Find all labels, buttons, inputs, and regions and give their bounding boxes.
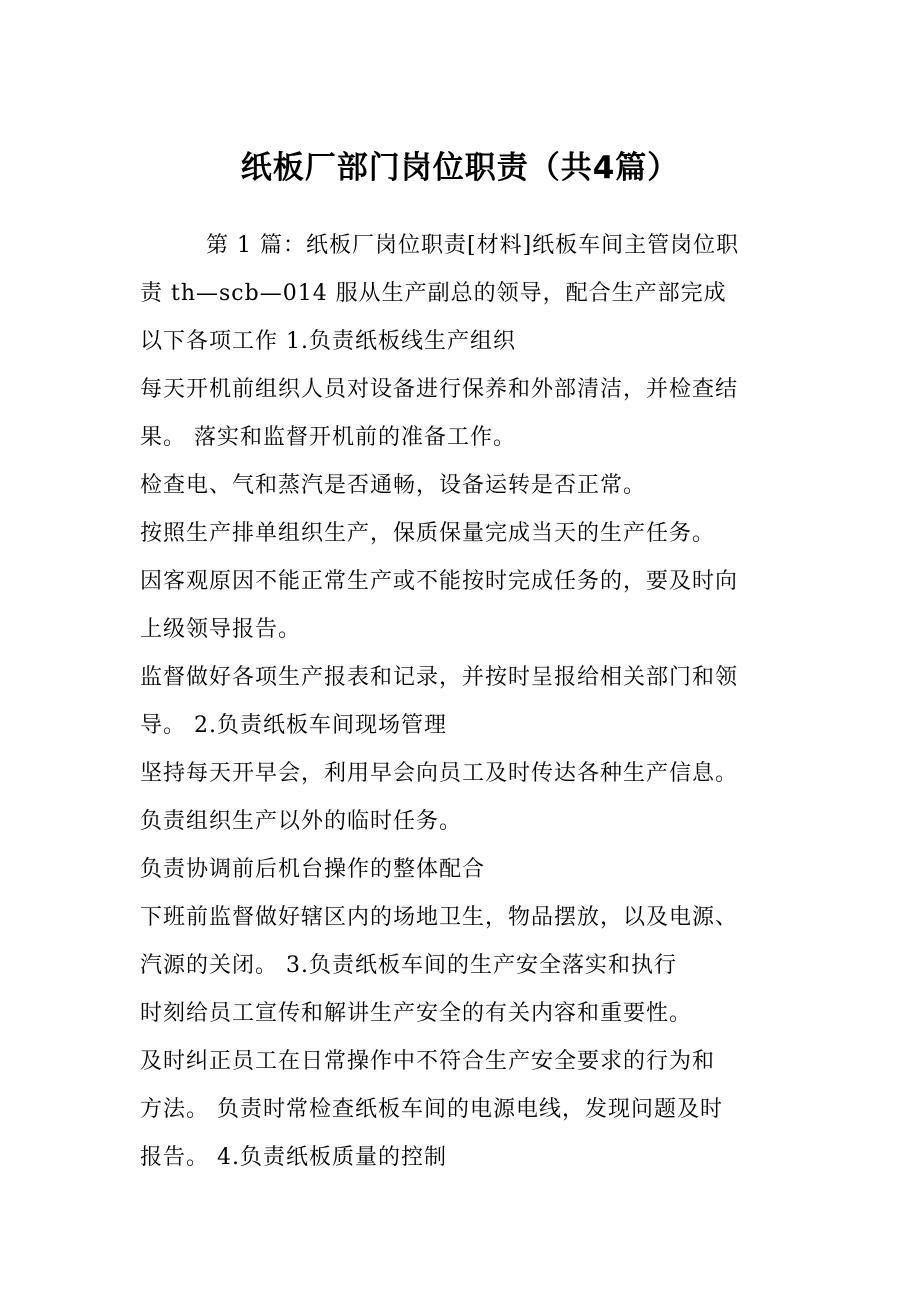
body-line: 方法。 负责时常检查纸板车间的电源电线，发现问题及时 [140, 1097, 723, 1122]
body-line: 果。 落实和监督开机前的准备工作。 [140, 425, 516, 450]
body-line: 导。 2.负责纸板车间现场管理 [140, 713, 447, 738]
body-line: 负责组织生产以外的临时任务。 [140, 809, 463, 834]
body-line: 因客观原因不能正常生产或不能按时完成任务的，要及时向 [140, 569, 739, 594]
document-body [140, 222, 800, 1182]
body-line: 责 th—scb—014 服从生产副总的领导，配合生产部完成 [140, 281, 727, 306]
body-line: 每天开机前组织人员对设备进行保养和外部清洁，并检查结 [140, 377, 739, 402]
body-line: 报告。 4.负责纸板质量的控制 [140, 1145, 447, 1170]
body-line: 及时纠正员工在日常操作中不符合生产安全要求的行为和 [140, 1049, 716, 1074]
body-line: 第 1 篇：纸板厂岗位职责[材料]纸板车间主管岗位职 [206, 233, 740, 258]
body-line: 检查电、气和蒸汽是否通畅，设备运转是否正常。 [140, 473, 647, 498]
body-line: 坚持每天开早会，利用早会向员工及时传达各种生产信息。 [140, 761, 739, 786]
body-line: 上级领导报告。 [140, 617, 302, 642]
body-line: 下班前监督做好辖区内的场地卫生，物品摆放，以及电源、 [140, 905, 739, 930]
body-line: 按照生产排单组织生产，保质保量完成当天的生产任务。 [140, 521, 716, 546]
body-line: 汽源的关闭。 3.负责纸板车间的生产安全落实和执行 [140, 953, 677, 978]
body-line: 以下各项工作 1.负责纸板线生产组织 [140, 329, 516, 354]
body-line: 负责协调前后机台操作的整体配合 [140, 857, 486, 882]
document-title: 纸板厂部门岗位职责（共4篇） [240, 150, 680, 186]
body-line: 监督做好各项生产报表和记录，并按时呈报给相关部门和领 [140, 665, 739, 690]
body-line: 时刻给员工宣传和解讲生产安全的有关内容和重要性。 [140, 1001, 693, 1026]
